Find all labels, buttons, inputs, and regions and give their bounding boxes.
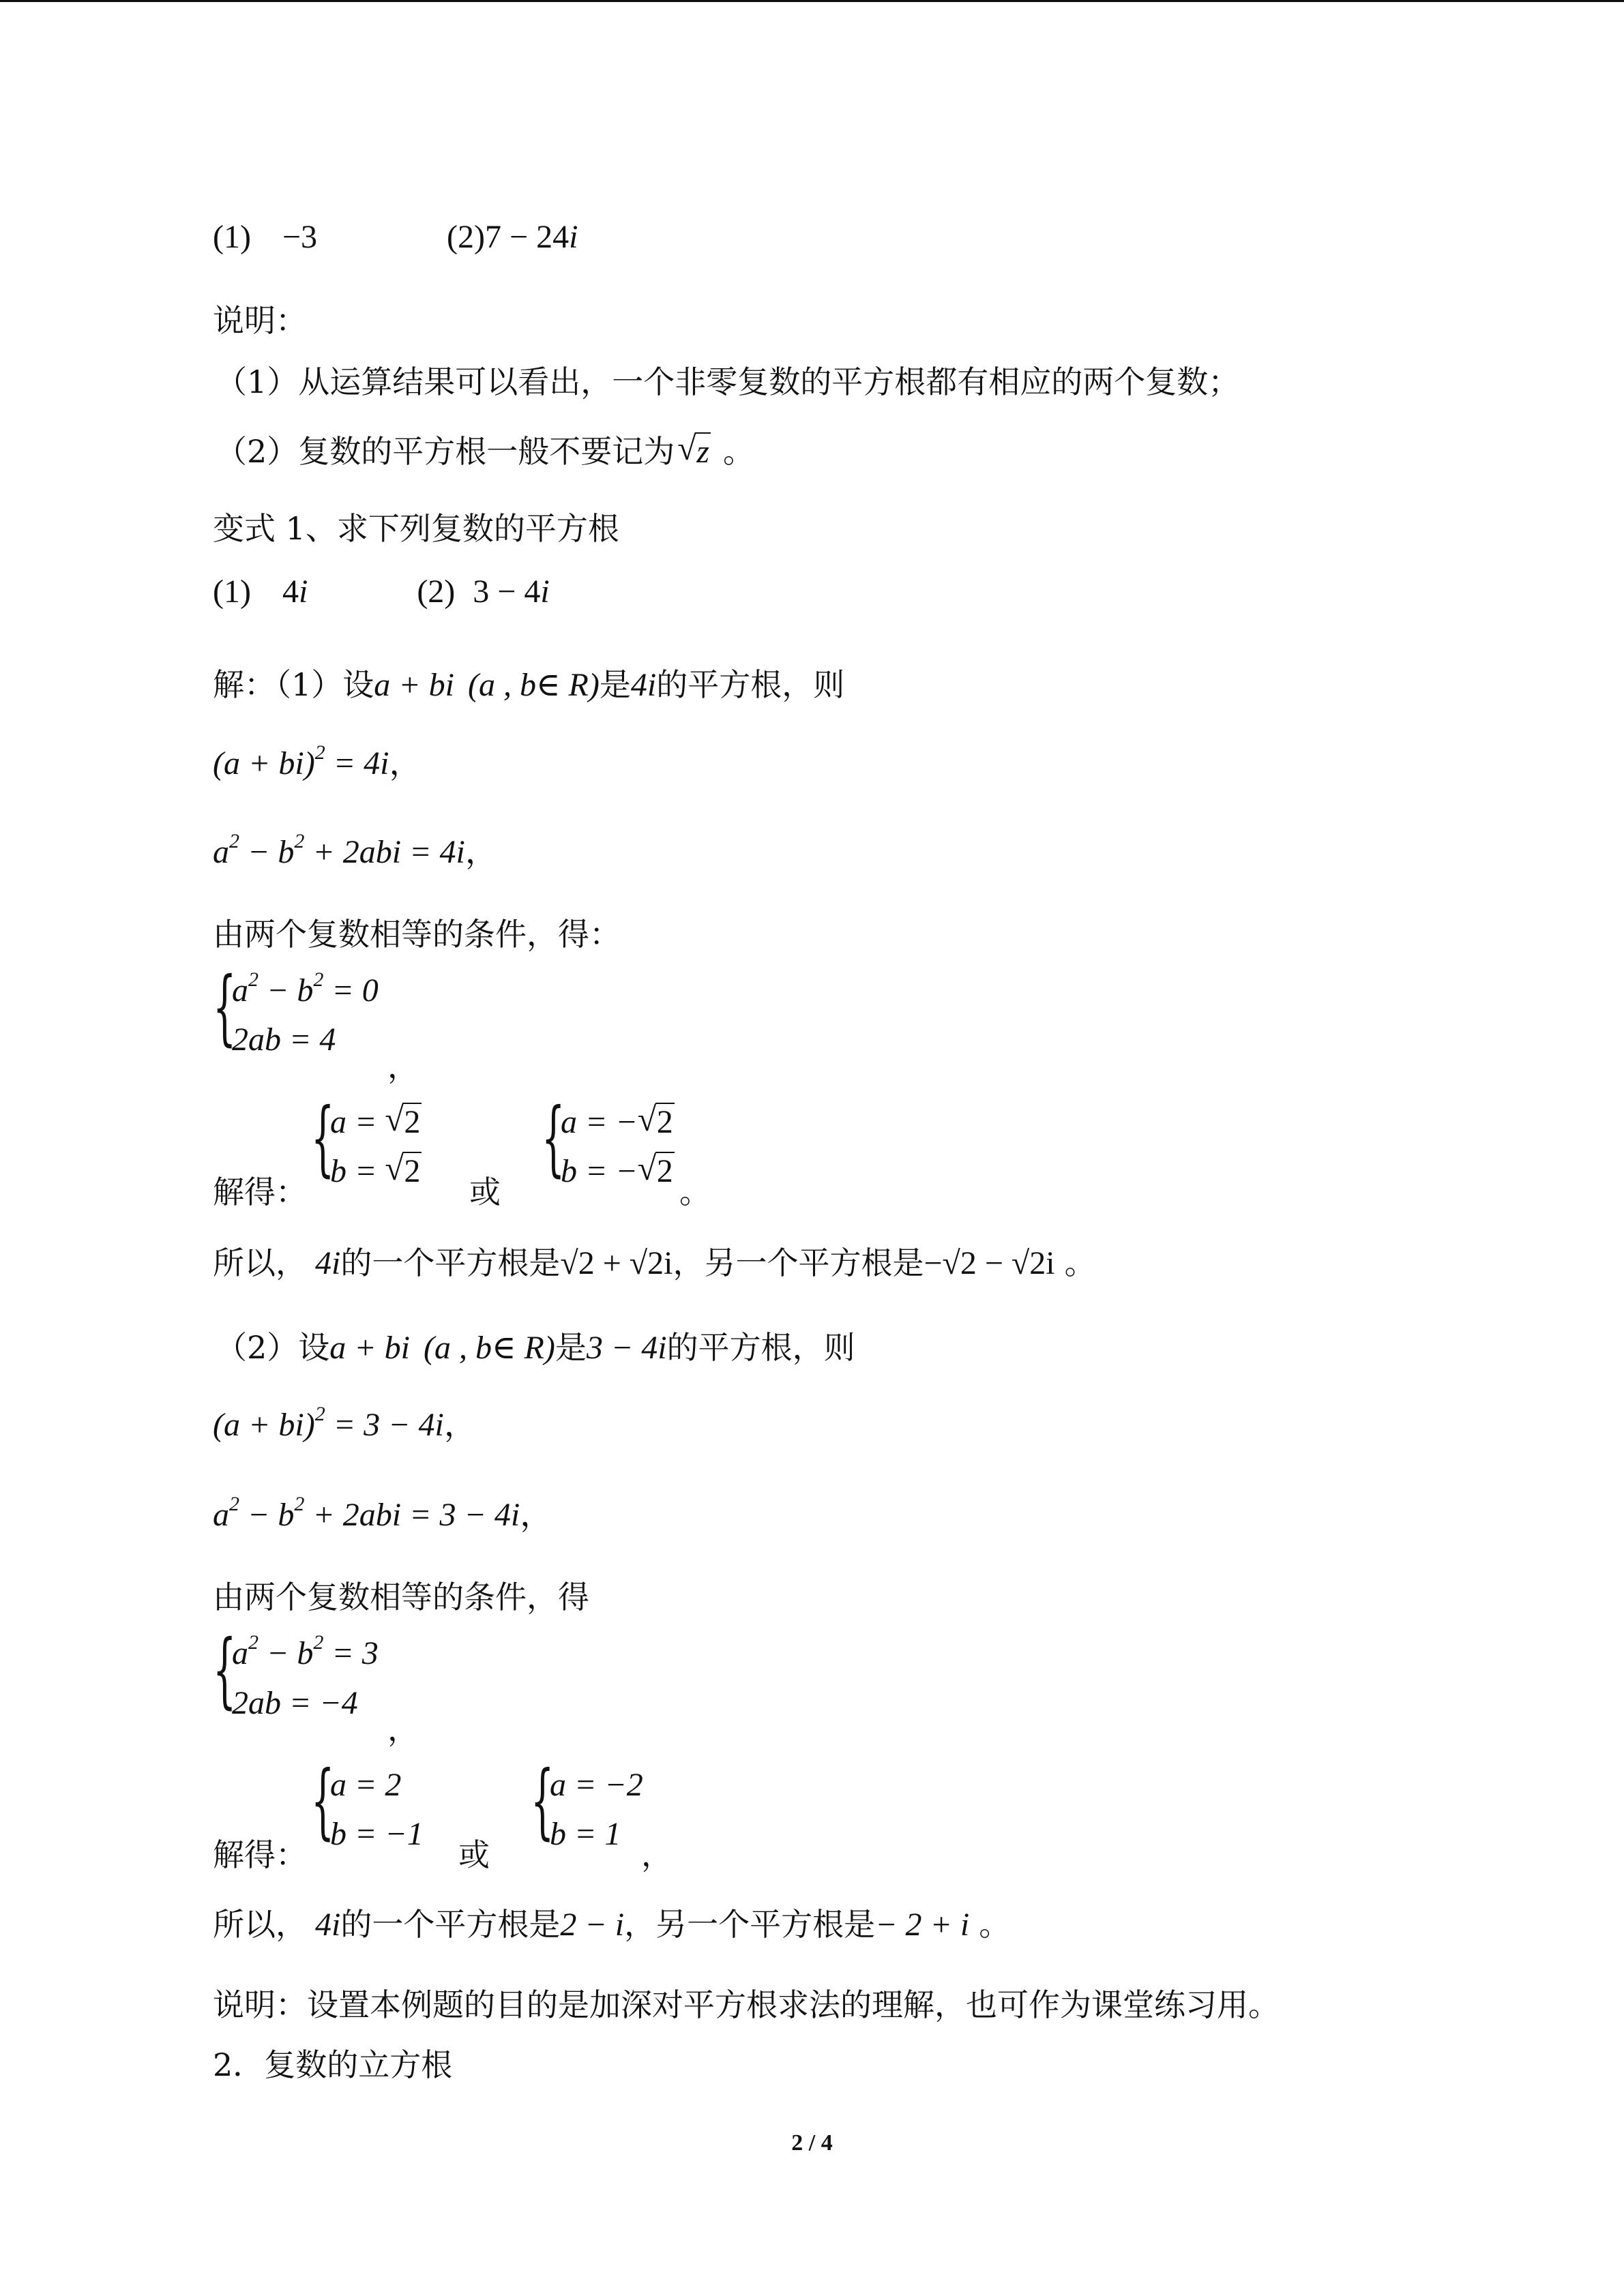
variant-title: 变式 1、求下列复数的平方根	[213, 510, 619, 547]
page-number: 2 / 4	[791, 2130, 833, 2156]
system-1-line-1: $a^2 - b^2 = 0$	[232, 968, 379, 1009]
solve-2-or: 或	[458, 1836, 490, 1873]
section-2-heading: 2．复数的立方根	[213, 2046, 453, 2083]
solution-1-intro: 解：（1）设a + bi (a , b∈ R)是4i的平方根，则	[213, 666, 845, 703]
system-1-line-2: 2ab = 4	[232, 1022, 336, 1058]
solve-2-a1: a = 2	[330, 1767, 402, 1803]
solve-2-b1: b = −1	[330, 1816, 424, 1852]
condition-text-1: 由两个复数相等的条件，得：	[213, 916, 621, 953]
explanation: 说明：设置本例题的目的是加深对平方根求法的理解，也可作为课堂练习用。	[213, 1986, 1280, 2023]
solve-2-b2: b = 1	[550, 1816, 621, 1852]
note-1: （1）从运算结果可以看出，一个非零复数的平方根都有相应的两个复数；	[216, 363, 1240, 400]
result-1: 所以， 4i的一个平方根是√2 + √2i，另一个平方根是−√2 − √2i 。	[213, 1244, 1096, 1281]
system-2-line-2: 2ab = −4	[232, 1685, 358, 1721]
solve-1-brace-a: {	[311, 1091, 335, 1186]
system-1-comma: ，	[387, 1048, 419, 1085]
solve-2-brace-a: {	[311, 1754, 335, 1849]
solve-1-or: 或	[469, 1174, 501, 1210]
variant-items: (1) 4i (2) 3 − 4i	[213, 573, 550, 610]
result-2: 所以， 4i的一个平方根是2 − i，另一个平方根是− 2 + i 。	[213, 1906, 1011, 1943]
solve-1-b2: b = −√ 2	[561, 1152, 675, 1190]
system-2-line-1: $a^2 - b^2 = 3$	[232, 1631, 379, 1671]
equation-2a: (a + bi)$^2$ = 3 − 4i，	[213, 1403, 477, 1443]
solve-2-label: 解得：	[213, 1836, 307, 1873]
solve-2-end: ，	[641, 1836, 673, 1873]
solve-1-a1: a = √ 2	[330, 1103, 422, 1141]
answer-line: (1) −3 (2)7 − 24i	[213, 219, 578, 255]
note-label: 说明：	[213, 302, 307, 339]
top-border	[0, 0, 1624, 2]
note-2: （2）复数的平方根一般不要记为√ z 。	[216, 431, 754, 473]
system-2-brace: {	[213, 1623, 237, 1718]
condition-text-2: 由两个复数相等的条件，得	[213, 1579, 589, 1615]
solve-1-a2: a = −√ 2	[561, 1103, 675, 1141]
system-2-comma: ，	[387, 1711, 419, 1748]
solve-2-a2: a = −2	[550, 1767, 643, 1803]
system-1-brace: {	[213, 960, 237, 1055]
solve-1-brace-b: {	[542, 1091, 565, 1186]
solve-1-b1: b = √ 2	[330, 1152, 422, 1190]
solution-2-intro: （2）设a + bi (a , b∈ R)是3 − 4i的平方根，则	[216, 1329, 855, 1366]
solve-2-brace-b: {	[531, 1754, 555, 1849]
equation-1a: (a + bi)$^2$ = 4i，	[213, 741, 422, 781]
equation-2b: $a^2 - b^2 + 2abi = 3 - 4i$，	[213, 1493, 553, 1533]
equation-1b: $a^2 - b^2 + 2abi = 4i$，	[213, 830, 498, 870]
solve-1-label: 解得：	[213, 1174, 307, 1210]
solve-1-end: 。	[679, 1174, 711, 1210]
